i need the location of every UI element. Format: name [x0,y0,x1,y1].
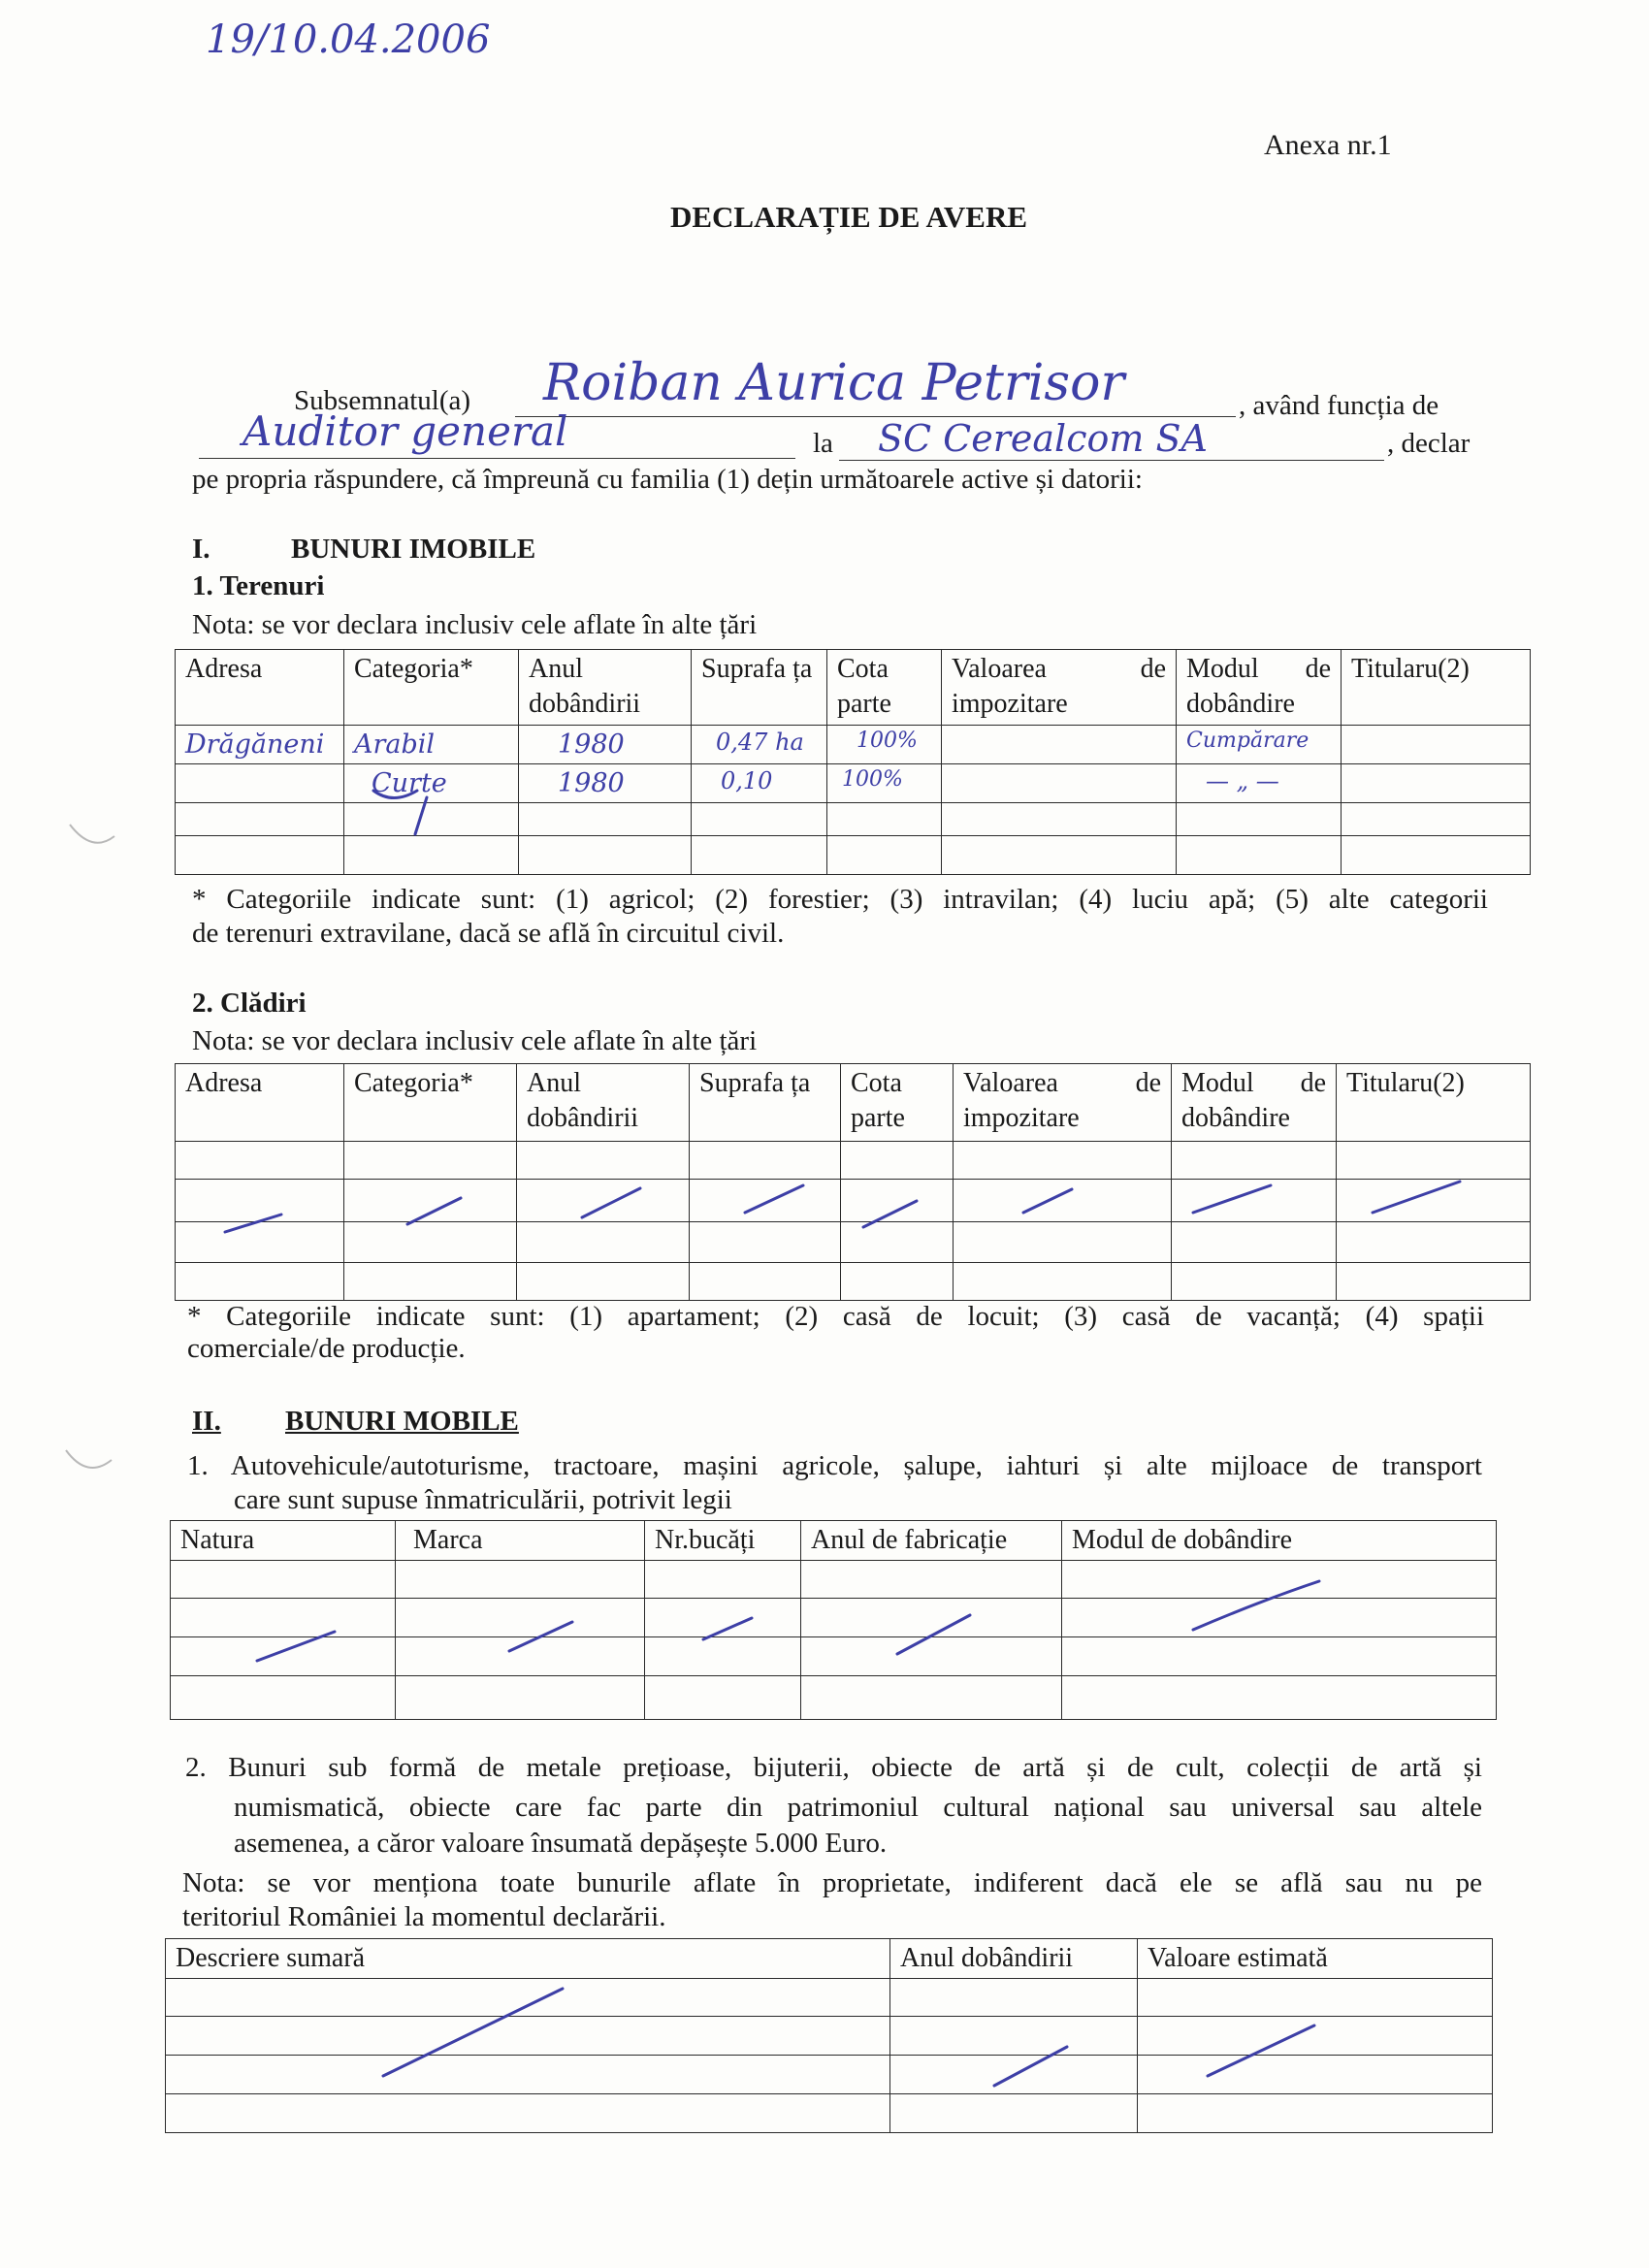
cell-categoria [344,835,519,874]
cell-modul: — „ — [1177,763,1342,802]
cell-suprafata [692,802,827,835]
terenuri-nota: Nota: se vor declara inclusiv cele aflate în alte țări [192,609,758,640]
cell-valoarea [942,725,1177,763]
cell-titular [1342,802,1531,835]
th-anul-fabricatie: Anul de fabricație [801,1521,1062,1561]
table-row [171,1561,1497,1599]
th-cota: Cota parte [841,1064,954,1142]
th-descriere: Descriere sumară [166,1939,890,1979]
cell-anul: 1980 [519,725,692,763]
cell-suprafata [692,835,827,874]
table-row [176,802,1531,835]
cell-adresa [176,835,344,874]
th-cota: Cota parte [827,650,942,726]
metale-nota-2: teritoriul României la momentul declarării. [182,1901,666,1932]
auto-table [170,1520,1497,1720]
metale-header-row [166,1939,1493,1979]
th-natura: Natura [171,1521,396,1561]
metale-nota-1: Nota: se vor menționa toate bunurile aflate în proprietate, indiferent dacă ele se află sau nu pe [182,1867,1482,1898]
cladiri-heading: 2. Clădiri [192,988,307,1019]
table-row [171,1676,1497,1720]
terenuri-table [175,649,1531,875]
handwritten-functia: Auditor general [242,407,568,455]
th-modul: Modul de dobândire [1062,1521,1497,1561]
th-adresa: Adresa [176,650,344,726]
handwritten-institutia: SC Cerealcom SA [878,417,1208,460]
cell-adresa [176,763,344,802]
terenuri-heading: 1. Terenuri [192,570,325,601]
cell-valoarea [942,763,1177,802]
cell-categoria [344,802,519,835]
page-title: DECLARAȚIE DE AVERE [669,200,1028,234]
cell-cota [827,835,942,874]
subsemnatul-label: Subsemnatul(a) [294,385,471,416]
table-row [171,1637,1497,1676]
th-titular: Titularu(2) [1342,650,1531,726]
cell-modul [1177,835,1342,874]
cell-modul: Cumpărare [1177,725,1342,763]
metale-item-line-1: 2. Bunuri sub formă de metale prețioase, bijuterii, obiecte de artă și de cult, colecții de artă și [185,1752,1482,1783]
th-valoarea: Valoarea de impozitare [954,1064,1172,1142]
cladiri-header-row [176,1064,1531,1142]
th-anul: Anul dobândirii [517,1064,690,1142]
cell-valoarea [942,802,1177,835]
table-row [176,1142,1531,1180]
cladiri-footnote-2: comerciale/de producție. [187,1333,466,1364]
auto-item-line-1: 1. Autovehicule/autoturisme, tractoare, mașini agricole, șalupe, iahturi și alte mijloace de transport [187,1450,1482,1481]
metale-item-line-2: numismatică, obiecte care fac parte din patrimoniul cultural național sau universal sau altele [234,1792,1482,1823]
th-modul: Modul de dobândire [1177,650,1342,726]
th-suprafata: Suprafa ța [690,1064,841,1142]
scan-mark [70,825,114,843]
terenuri-header-row [176,650,1531,726]
table-row [166,2094,1493,2133]
handwritten-name: Roiban Aurica Petrisor [543,354,1125,412]
th-valoarea: Valoarea de impozitare [942,650,1177,726]
table-row [166,1979,1493,2017]
th-modul: Modul de dobândire [1172,1064,1337,1142]
th-anul: Anul dobândirii [519,650,692,726]
cladiri-table [175,1063,1531,1301]
section-1-number: I. [192,534,210,565]
th-adresa: Adresa [176,1064,344,1142]
scan-mark [66,1450,112,1468]
table-row [171,1599,1497,1637]
section-2-number: II. [192,1406,221,1437]
cell-cota [827,802,942,835]
table-row [176,1222,1531,1263]
th-suprafata: Suprafa ța [692,650,827,726]
functia-blank [199,456,795,459]
cell-titular [1342,725,1531,763]
section-1-title: BUNURI IMOBILE [291,534,536,565]
cell-titular [1342,835,1531,874]
handwritten-date: 19/10.04.2006 [206,17,491,62]
cell-cota: 100% [827,763,942,802]
cladiri-footnote-1: * Categoriile indicate sunt: (1) apartament; (2) casă de locuit; (3) casă de vacanță; (4) spații [187,1301,1484,1332]
declar-label: , declar [1387,428,1471,459]
table-row [176,1180,1531,1222]
th-nr-bucati: Nr.bucăți [645,1521,801,1561]
la-label: la [813,428,833,459]
th-marca: Marca [396,1521,645,1561]
table-row [176,763,1531,802]
cell-adresa: Drăgăneni [176,725,344,763]
terenuri-footnote-2: de terenuri extravilane, dacă se află în circuitul civil. [192,918,785,949]
table-row [176,725,1531,763]
cell-cota: 100% [827,725,942,763]
cell-modul [1177,802,1342,835]
table-row [166,2056,1493,2094]
intro-line-3: pe propria răspundere, că împreună cu familia (1) dețin următoarele active și datorii: [192,464,1143,495]
table-row [176,835,1531,874]
metale-item-line-3: asemenea, a căror valoare însumată depășește 5.000 Euro. [234,1828,888,1859]
table-row [166,2017,1493,2056]
cell-adresa [176,802,344,835]
table-row [176,1263,1531,1301]
th-categoria: Categoria* [344,650,519,726]
annex-label: Anexa nr.1 [1264,129,1392,161]
cell-anul [519,802,692,835]
metale-table [165,1938,1493,2133]
avand-functia-label: , având funcția de [1239,390,1439,421]
auto-header-row [171,1521,1497,1561]
cell-categoria: Arabil [344,725,519,763]
cell-suprafata: 0,10 [692,763,827,802]
cell-suprafata: 0,47 ha [692,725,827,763]
cell-titular [1342,763,1531,802]
cell-anul: 1980 [519,763,692,802]
th-anul-dobandirii: Anul dobândirii [890,1939,1138,1979]
cell-valoarea [942,835,1177,874]
th-categoria: Categoria* [344,1064,517,1142]
terenuri-footnote-1: * Categoriile indicate sunt: (1) agricol; (2) forestier; (3) intravilan; (4) luciu apă; (5) alte categorii [192,884,1488,915]
th-valoare-estimata: Valoare estimată [1138,1939,1493,1979]
section-2-title: BUNURI MOBILE [285,1406,519,1437]
th-titular: Titularu(2) [1337,1064,1531,1142]
cladiri-nota: Nota: se vor declara inclusiv cele aflate în alte țări [192,1025,758,1056]
cell-anul [519,835,692,874]
auto-item-line-2: care sunt supuse înmatriculării, potrivit legii [234,1484,732,1515]
cell-categoria: Curte [344,763,519,802]
